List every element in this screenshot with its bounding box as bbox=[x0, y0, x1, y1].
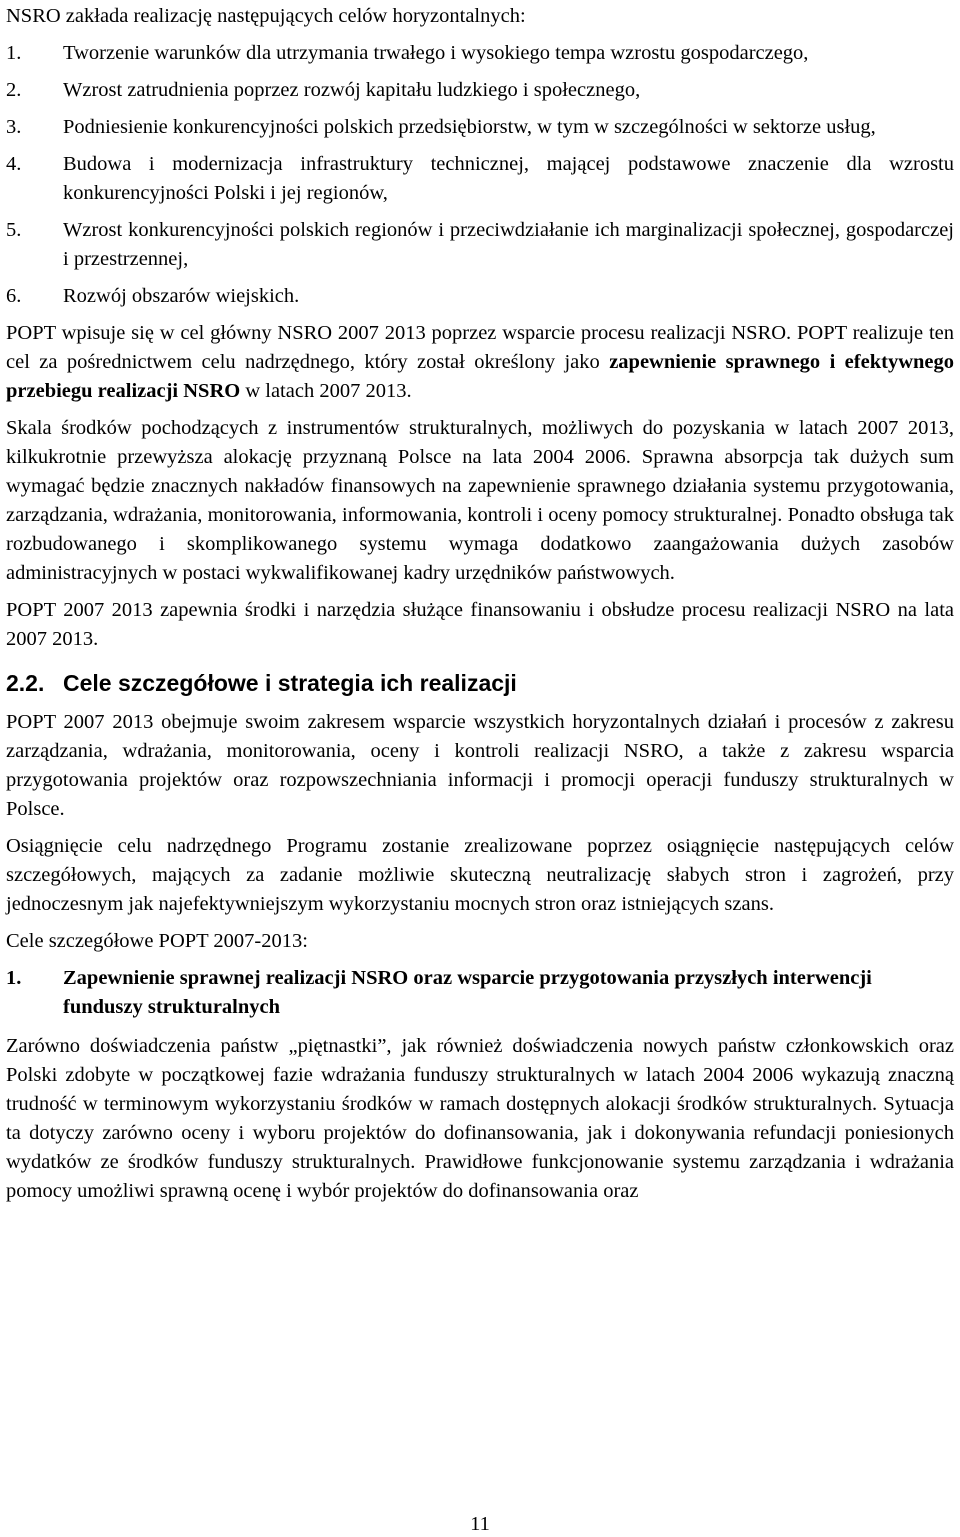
detailed-goals-label: Cele szczegółowe POPT 2007-2013: bbox=[6, 930, 308, 952]
intro-paragraph: NSRO zakłada realizację następujących celów horyzontalnych: bbox=[6, 5, 526, 27]
popt-funding-paragraph: POPT 2007 2013 zapewnia środki i narzędzia służące finansowaniu i obsłudze procesu realizacji NSRO na lata 2007 2013. bbox=[6, 599, 954, 650]
objectives-paragraph: Osiągnięcie celu nadrzędnego Programu zostanie zrealizowane poprzez osiągnięcie następujących celów szczegółowych, mających za zadanie możliwie skuteczną neutralizację słabych stron i zagrożeń, przy jednoczesnym jak najefektywniejszym wykorzystaniu mocnych stron oraz istniejących szans. bbox=[6, 835, 954, 915]
list-item-number: 6. bbox=[6, 285, 22, 307]
list-item-number: 2. bbox=[6, 79, 22, 101]
section-number: 2.2. bbox=[6, 670, 45, 696]
list-item-text: Budowa i modernizacja infrastruktury technicznej, mającej podstawowe znaczenie dla wzrostu konkurencyjności Polski i jej regionów, bbox=[63, 153, 954, 204]
detailed-goal-heading bbox=[6, 964, 954, 1022]
experience-paragraph: Zarówno doświadczenia państw „piętnastki”, jak również doświadczenia nowych państw członkowskich oraz Polski zdobyte w początkowej fazie wdrażania funduszy strukturalnych w latach 2004 2006 wykazują znaczną trudność w terminowym wykorzystaniu środków w ramach dostępnych alokacji środków strukturalnych. Sytuacja ta dotyczy zarówno oceny i wyboru projektów do dofinansowania, jak i dokonywania refundacji poniesionych wydatków ze środków funduszy strukturalnych. Prawidłowe funkcjonowanie systemu zarządzania i wdrażania pomocy umożliwi sprawną ocenę i wybór projektów do dofinansowania oraz bbox=[6, 1035, 954, 1202]
detailed-goal-number: 1. bbox=[6, 967, 22, 989]
list-item-number: 3. bbox=[6, 116, 22, 138]
list-item-number: 4. bbox=[6, 153, 22, 175]
list-item bbox=[6, 76, 954, 105]
main-goal-text-after: w latach 2007 2013. bbox=[240, 380, 412, 402]
list-item bbox=[6, 216, 954, 274]
main-goal-text-before: POPT wpisuje się w cel główny NSRO 2007 2013 poprzez wsparcie procesu realizacji NSRO. POPT realizuje ten cel za pośrednictwem celu nadrzędnego, który został określony jako bbox=[6, 322, 954, 373]
detailed-goal-title: Zapewnienie sprawnej realizacji NSRO oraz wsparcie przygotowania przyszłych interwencji funduszy strukturalnych bbox=[63, 967, 872, 1018]
list-item bbox=[6, 39, 954, 68]
funding-scale-paragraph: Skala środków pochodzących z instrumentów strukturalnych, możliwych do pozyskania w latach 2007 2013, kilkukrotnie przewyższa alokację przyznaną Polsce na lata 2004 2006. Sprawna absorpcja tak dużych sum wymagać będzie znacznych nakładów finansowych na zapewnienie sprawnego działania systemu przygotowania, zarządzania, wdrażania, monitorowania, informowania, kontroli i oceny pomocy strukturalnej. Ponadto obsługa tak rozbudowanego i skomplikowanego systemu wymaga dodatkowo zaangażowania dużych zasobów administracyjnych w postaci wykwalifikowanej kadry urzędników państwowych. bbox=[6, 417, 954, 584]
list-item-number: 5. bbox=[6, 219, 22, 241]
list-item-number: 1. bbox=[6, 42, 22, 64]
horizontal-goals-list bbox=[6, 39, 954, 311]
section-title: Cele szczegółowe i strategia ich realizacji bbox=[63, 670, 517, 696]
list-item bbox=[6, 113, 954, 142]
main-goal-bold-text: zapewnienie sprawnego i efektywnego przebiegu realizacji NSRO bbox=[6, 351, 954, 402]
scope-paragraph: POPT 2007 2013 obejmuje swoim zakresem wsparcie wszystkich horyzontalnych działań i procesów z zakresu zarządzania, wdrażania, monitorowania, oceny i kontroli realizacji NSRO, a także z zakresu wsparcia przygotowania projektów oraz rozpowszechniania informacji i promocji operacji funduszy strukturalnych w Polsce. bbox=[6, 711, 954, 820]
list-item-text: Tworzenie warunków dla utrzymania trwałego i wysokiego tempa wzrostu gospodarczego, bbox=[63, 42, 809, 64]
list-item-text: Wzrost konkurencyjności polskich regionów i przeciwdziałanie ich marginalizacji społecznej, gospodarczej i przestrzennej, bbox=[63, 219, 954, 270]
list-item-text: Podniesienie konkurencyjności polskich przedsiębiorstw, w tym w szczególności w sektorze usług, bbox=[63, 116, 876, 138]
list-item-text: Wzrost zatrudnienia poprzez rozwój kapitału ludzkiego i społecznego, bbox=[63, 79, 641, 101]
main-goal-paragraph bbox=[6, 319, 954, 406]
page-number: 11 bbox=[470, 1513, 490, 1535]
list-item-text: Rozwój obszarów wiejskich. bbox=[63, 285, 300, 307]
section-heading bbox=[6, 668, 954, 698]
document-page bbox=[6, 0, 954, 1214]
list-item bbox=[6, 282, 954, 311]
list-item bbox=[6, 150, 954, 208]
